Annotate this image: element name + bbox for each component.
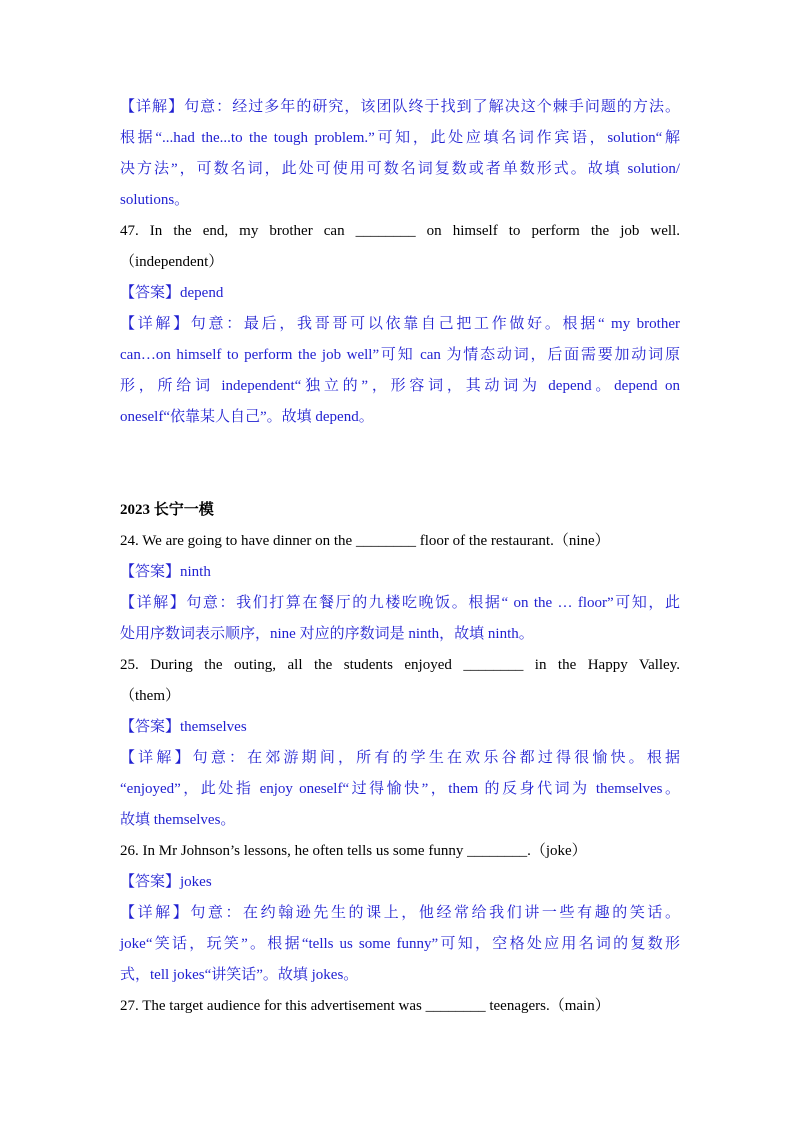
q47-question-line-2: （independent） — [120, 254, 224, 270]
q24-answer: 【答案】ninth — [120, 564, 211, 580]
q47-explain-line-3: 形，所给词 independent“独立的”，形容词，其动词为 depend。depend on — [120, 378, 680, 394]
q25-explain-line-2: “enjoyed”，此处指 enjoy oneself“过得愉快”，them 的反身代词为 themselves。 — [120, 781, 680, 797]
q47-answer: 【答案】depend — [120, 285, 224, 301]
q25-explain-line-3: 故填 themselves。 — [120, 812, 236, 828]
q25-question-line-2: （them） — [120, 688, 180, 704]
q46-explain-line-2: 根据“...had the...to the tough problem.”可知，此处应填名词作宾语，solution“解 — [120, 130, 680, 146]
q46-explain-line-3: 决方法”，可数名词，此处可使用可数名词复数或者单数形式。故填 solution/ — [120, 161, 680, 177]
q47-explain-line-4: oneself“依靠某人自己”。故填 depend。 — [120, 409, 374, 425]
q26-explain-line-2: joke“笑话，玩笑”。根据“tells us some funny”可知，空格处应用名词的复数形 — [120, 936, 680, 952]
q25-explain-line-1: 【详解】句意：在郊游期间，所有的学生在欢乐谷都过得很愉快。根据 — [120, 750, 680, 766]
q25-question-line-1: 25. During the outing, all the students enjoyed ________ in the Happy Valley. — [120, 657, 680, 673]
q46-explain-line-4: solutions。 — [120, 192, 190, 208]
q26-explain-line-1: 【详解】句意：在约翰逊先生的课上，他经常给我们讲一些有趣的笑话。 — [120, 905, 680, 921]
q26-explain-line-3: 式，tell jokes“讲笑话”。故填 jokes。 — [120, 967, 359, 983]
q26-question: 26. In Mr Johnson’s lessons, he often tells us some funny ________.（joke） — [120, 843, 587, 859]
q47-explain-line-1: 【详解】句意：最后，我哥哥可以依靠自己把工作做好。根据“ my brother — [120, 316, 680, 332]
q27-question: 27. The target audience for this advertisement was ________ teenagers.（main） — [120, 998, 610, 1014]
q24-explain-line-2: 处用序数词表示顺序，nine 对应的序数词是 ninth，故填 ninth。 — [120, 626, 534, 642]
q47-question-line-1: 47. In the end, my brother can ________ on himself to perform the job well. — [120, 223, 680, 239]
q24-question: 24. We are going to have dinner on the ________ floor of the restaurant.（nine） — [120, 533, 610, 549]
q46-explain-line-1: 【详解】句意：经过多年的研究，该团队终于找到了解决这个棘手问题的方法。 — [120, 99, 680, 115]
q47-explain-line-2: can…on himself to perform the job well”可知 can 为情态动词，后面需要加动词原 — [120, 347, 680, 363]
q25-answer: 【答案】themselves — [120, 719, 247, 735]
q26-answer: 【答案】jokes — [120, 874, 212, 890]
q24-explain-line-1: 【详解】句意：我们打算在餐厅的九楼吃晚饭。根据“ on the … floor”可知，此 — [120, 595, 680, 611]
section-heading: 2023 长宁一模 — [120, 502, 214, 518]
